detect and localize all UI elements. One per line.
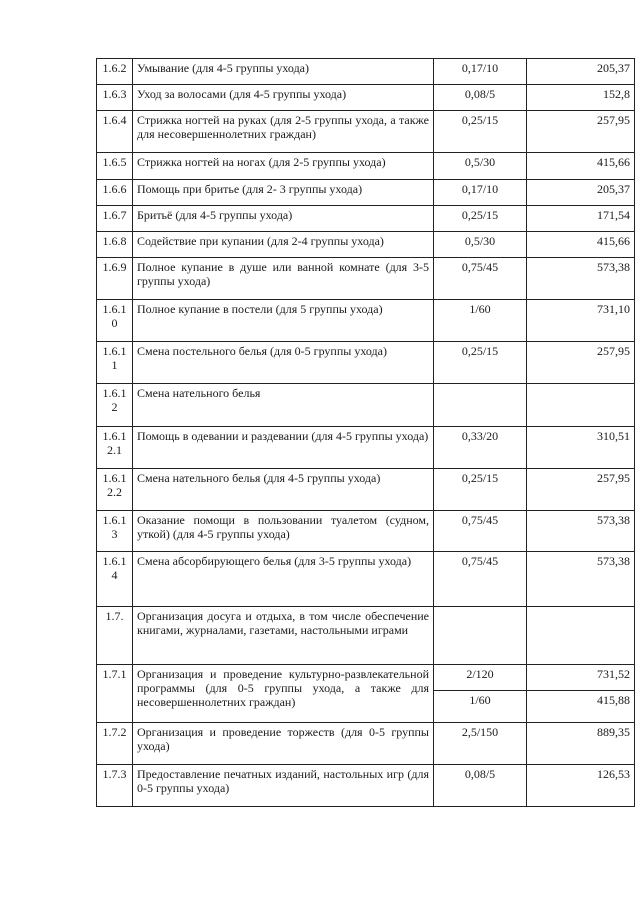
time-norm: 0,25/15 xyxy=(434,111,527,153)
table-row xyxy=(97,342,635,384)
service-number: 1.7.3 xyxy=(97,765,133,807)
service-name: Бритьё (для 4-5 группы ухода) xyxy=(133,206,434,232)
service-number: 1.6.9 xyxy=(97,258,133,300)
table-row xyxy=(97,85,635,111)
service-price: 310,51 xyxy=(527,427,635,469)
table-row xyxy=(97,153,635,180)
service-number: 1.7.1 xyxy=(97,665,133,723)
service-number: 1.6.6 xyxy=(97,180,133,206)
table-row xyxy=(97,511,635,552)
table-row xyxy=(97,552,635,607)
time-norm: 0,25/15 xyxy=(434,469,527,511)
table-row xyxy=(97,469,635,511)
time-norm xyxy=(434,607,527,665)
service-price: 257,95 xyxy=(527,111,635,153)
table-row xyxy=(97,723,635,765)
table-row xyxy=(97,384,635,427)
service-number: 1.7. xyxy=(97,607,133,665)
service-price xyxy=(527,607,635,665)
service-price: 126,53 xyxy=(527,765,635,807)
time-norm: 0,17/10 xyxy=(434,180,527,206)
time-norm: 0,25/15 xyxy=(434,206,527,232)
service-number: 1.6.12 xyxy=(97,384,133,427)
service-name: Помощь при бритье (для 2- 3 группы ухода) xyxy=(133,180,434,206)
time-norm: 0,75/45 xyxy=(434,511,527,552)
table-row xyxy=(97,206,635,232)
service-name: Стрижка ногтей на ногах (для 2-5 группы ухода) xyxy=(133,153,434,180)
time-norm xyxy=(434,384,527,427)
service-number: 1.6.4 xyxy=(97,111,133,153)
service-number: 1.6.12.2 xyxy=(97,469,133,511)
table-row xyxy=(97,607,635,665)
service-name: Предоставление печатных изданий, настольных игр (для 0-5 группы ухода) xyxy=(133,765,434,807)
service-number: 1.6.14 xyxy=(97,552,133,607)
service-name: Полное купание в душе или ванной комнате (для 3-5 группы ухода) xyxy=(133,258,434,300)
time-norm: 0,75/45 xyxy=(434,258,527,300)
service-name: Помощь в одевании и раздевании (для 4-5 группы ухода) xyxy=(133,427,434,469)
service-name: Оказание помощи в пользовании туалетом (судном, уткой) (для 4-5 группы ухода) xyxy=(133,511,434,552)
service-number: 1.7.2 xyxy=(97,723,133,765)
time-norm: 0,08/5 xyxy=(434,765,527,807)
table-row xyxy=(97,59,635,85)
service-number: 1.6.12.1 xyxy=(97,427,133,469)
service-price: 889,35 xyxy=(527,723,635,765)
service-price: 731,52 xyxy=(527,665,635,691)
service-price: 415,66 xyxy=(527,153,635,180)
service-price: 415,66 xyxy=(527,232,635,258)
service-number: 1.6.10 xyxy=(97,300,133,342)
time-norm: 0,08/5 xyxy=(434,85,527,111)
service-number: 1.6.3 xyxy=(97,85,133,111)
service-price xyxy=(527,384,635,427)
table-row xyxy=(97,765,635,807)
table-row xyxy=(97,665,635,691)
time-norm: 2/120 xyxy=(434,665,527,691)
service-name: Полное купание в постели (для 5 группы ухода) xyxy=(133,300,434,342)
service-price: 573,38 xyxy=(527,552,635,607)
table-row xyxy=(97,180,635,206)
service-number: 1.6.13 xyxy=(97,511,133,552)
time-norm: 0,17/10 xyxy=(434,59,527,85)
service-number: 1.6.8 xyxy=(97,232,133,258)
services-tariff-table xyxy=(96,58,635,807)
service-name: Смена постельного белья (для 0-5 группы ухода) xyxy=(133,342,434,384)
service-price: 573,38 xyxy=(527,511,635,552)
service-price: 257,95 xyxy=(527,342,635,384)
service-name: Смена нательного белья xyxy=(133,384,434,427)
service-price: 205,37 xyxy=(527,180,635,206)
service-name: Уход за волосами (для 4-5 группы ухода) xyxy=(133,85,434,111)
table-row xyxy=(97,300,635,342)
service-number: 1.6.7 xyxy=(97,206,133,232)
service-name: Смена абсорбирующего белья (для 3-5 группы ухода) xyxy=(133,552,434,607)
service-name: Организация и проведение торжеств (для 0-5 группы ухода) xyxy=(133,723,434,765)
service-price: 171,54 xyxy=(527,206,635,232)
service-price: 731,10 xyxy=(527,300,635,342)
service-price-alt: 415,88 xyxy=(527,691,635,723)
service-price: 257,95 xyxy=(527,469,635,511)
service-name: Смена нательного белья (для 4-5 группы ухода) xyxy=(133,469,434,511)
service-number: 1.6.2 xyxy=(97,59,133,85)
table-row xyxy=(97,258,635,300)
table-row xyxy=(97,427,635,469)
service-price: 205,37 xyxy=(527,59,635,85)
time-norm: 0,5/30 xyxy=(434,232,527,258)
service-name: Организация досуга и отдыха, в том числе обеспечение книгами, журналами, газетами, настольными играми xyxy=(133,607,434,665)
time-norm: 1/60 xyxy=(434,300,527,342)
service-name: Стрижка ногтей на руках (для 2-5 группы ухода, а также для несовершеннолетних граждан) xyxy=(133,111,434,153)
service-price: 152,8 xyxy=(527,85,635,111)
table-row xyxy=(97,232,635,258)
service-name: Умывание (для 4-5 группы ухода) xyxy=(133,59,434,85)
service-number: 1.6.11 xyxy=(97,342,133,384)
service-name: Организация и проведение культурно-развлекательной программы (для 0-5 группы ухода, а также для несовершеннолетних граждан) xyxy=(133,665,434,723)
time-norm-alt: 1/60 xyxy=(434,691,527,723)
time-norm: 0,5/30 xyxy=(434,153,527,180)
service-number: 1.6.5 xyxy=(97,153,133,180)
time-norm: 0,25/15 xyxy=(434,342,527,384)
time-norm: 2,5/150 xyxy=(434,723,527,765)
time-norm: 0,75/45 xyxy=(434,552,527,607)
service-price: 573,38 xyxy=(527,258,635,300)
service-name: Содействие при купании (для 2-4 группы ухода) xyxy=(133,232,434,258)
time-norm: 0,33/20 xyxy=(434,427,527,469)
table-row xyxy=(97,111,635,153)
